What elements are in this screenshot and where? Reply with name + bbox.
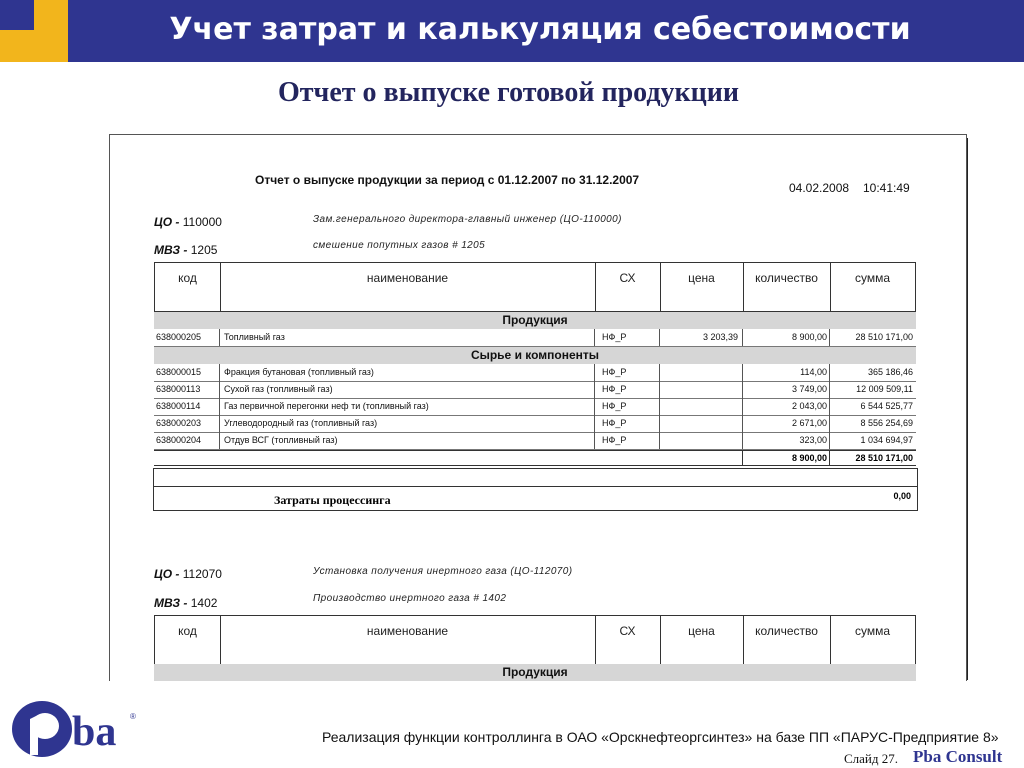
cell-sum: 8 556 254,69	[860, 418, 913, 428]
cell-code: 638000113	[156, 384, 201, 394]
table-row	[154, 381, 916, 399]
report-document	[109, 134, 967, 681]
cell-code: 638000204	[156, 435, 202, 445]
cell-sum: 1 034 694,97	[860, 435, 913, 445]
cell-sum: 365 186,46	[867, 367, 913, 377]
co-code: 110000	[182, 215, 222, 229]
mvz-label-block2: МВЗ - 1402	[154, 596, 218, 610]
cell-qty: 8 900,00	[791, 332, 827, 342]
co-label-block2: ЦО - 112070	[154, 567, 222, 581]
section-products: Продукция	[154, 312, 916, 329]
column-header-table	[154, 262, 916, 312]
cell-qty: 2 043,00	[791, 401, 827, 411]
total-sum: 28 510 171,00	[855, 453, 913, 463]
column-header-table	[154, 615, 916, 665]
column-header: цена	[660, 263, 744, 311]
footer-text: Реализация функции контроллинга в ОАО «Орскнефтеоргсинтез» на базе ПП «ПАРУС-Предприятие 8»	[322, 729, 999, 745]
mvz-label-block1: МВЗ - 1205	[154, 243, 218, 257]
co-label-block1: ЦО - 110000	[154, 215, 222, 229]
mvz-code: 1205	[190, 243, 218, 257]
cell-sx: НФ_Р	[602, 418, 627, 428]
processing-costs-label: Затраты процессинга	[274, 493, 391, 507]
slide-number: Слайд 27.	[844, 751, 898, 766]
cell-sx: НФ_Р	[602, 332, 627, 342]
slide-title: Учет затрат и калькуляция себестоимости	[169, 12, 911, 47]
column-header: код	[155, 263, 221, 311]
section-products: Продукция	[154, 664, 916, 681]
svg-text:ba: ba	[72, 709, 117, 755]
cell-sum: 6 544 525,77	[860, 401, 913, 411]
cell-code: 638000114	[156, 401, 201, 411]
total-qty: 8 900,00	[791, 453, 827, 463]
cell-qty: 3 749,00	[791, 384, 827, 394]
column-header: СХ	[595, 263, 661, 311]
mvz-description: смешение попутных газов # 1205	[313, 240, 486, 251]
column-header: код	[155, 616, 221, 664]
cell-name: Газ первичной перегонки неф ти (топливный газ)	[224, 401, 429, 411]
cell-qty: 2 671,00	[791, 418, 827, 428]
mvz-description: Производство инертного газа # 1402	[313, 593, 507, 604]
cell-sx: НФ_Р	[602, 401, 627, 411]
processing-costs-box	[153, 468, 918, 511]
co-description: Установка получения инертного газа (ЦО-112070)	[313, 566, 573, 577]
column-header: сумма	[854, 271, 891, 285]
cell-qty: 114,00	[800, 367, 827, 377]
table-row	[154, 432, 916, 450]
report-title: Отчет о выпуске продукции за период с 01.12.2007 по 31.12.2007	[255, 173, 640, 187]
table-row	[154, 329, 916, 347]
mvz-code: 1402	[190, 596, 218, 610]
cell-sx: НФ_Р	[602, 367, 627, 377]
totals-row	[154, 450, 916, 466]
co-description: Зам.генерального директора-главный инженер (ЦО-110000)	[313, 214, 622, 225]
table-row	[154, 364, 916, 382]
svg-text:®: ®	[130, 712, 136, 721]
cell-price: 3 203,39	[702, 332, 738, 342]
report-time: 10:41:49	[863, 181, 910, 195]
column-header: наименование	[220, 616, 596, 664]
column-header: сумма	[854, 624, 891, 638]
cell-name: Фракция бутановая (топливный газ)	[224, 367, 374, 377]
table-row	[154, 398, 916, 416]
column-header: наименование	[220, 263, 596, 311]
cell-name: Отдув ВСГ (топливный газ)	[224, 435, 338, 445]
cell-sx: НФ_Р	[602, 435, 627, 445]
cell-code: 638000015	[156, 367, 202, 377]
cell-name: Топливный газ	[224, 332, 285, 342]
column-header: количество	[743, 616, 831, 664]
cell-code: 638000205	[156, 332, 202, 342]
cell-name: Углеводородный газ (топливный газ)	[224, 418, 378, 428]
slide-subtitle: Отчет о выпуске готовой продукции	[278, 77, 740, 108]
column-header: цена	[660, 616, 744, 664]
cell-sum: 12 009 509,11	[856, 384, 913, 394]
cell-sum: 28 510 171,00	[855, 332, 913, 342]
report-date: 04.02.2008	[789, 181, 850, 195]
cell-name: Сухой газ (топливный газ)	[224, 384, 333, 394]
cell-code: 638000203	[156, 418, 202, 428]
slide-header	[0, 0, 1024, 62]
column-header: количество	[743, 263, 831, 311]
cell-qty: 323,00	[799, 435, 827, 445]
brand-name: Pba Consult	[913, 747, 1003, 766]
processing-costs-value: 0,00	[893, 491, 911, 501]
cell-sx: НФ_Р	[602, 384, 627, 394]
column-header: СХ	[595, 616, 661, 664]
table-row	[154, 415, 916, 433]
pba-logo	[8, 697, 148, 761]
co-code: 112070	[182, 567, 222, 581]
section-materials: Сырье и компоненты	[154, 347, 916, 364]
